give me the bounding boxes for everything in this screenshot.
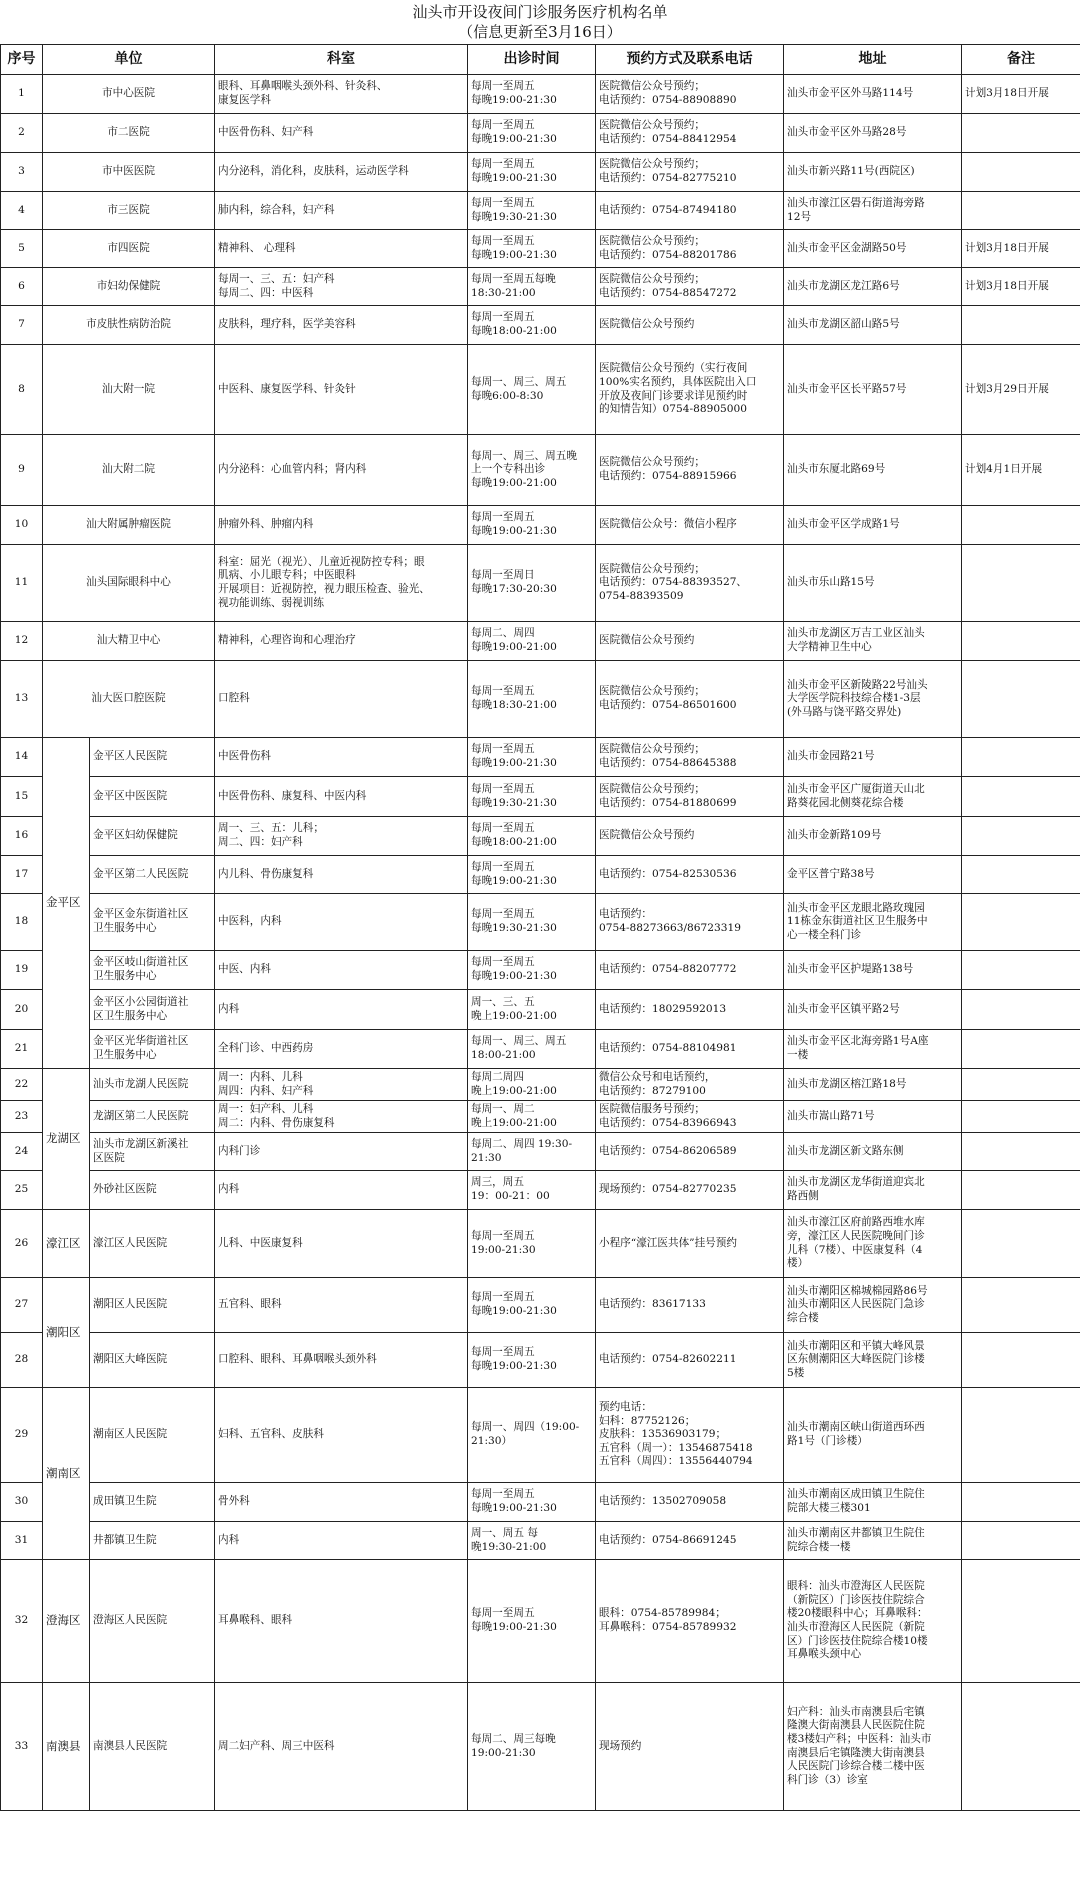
row-number: 12 (1, 622, 43, 661)
table-row (1, 1030, 1080, 1069)
address: 汕头市金平区广厦街道天山北 路葵花园北侧葵花综合楼 (784, 777, 962, 817)
address: 汕头市金平区长平路57号 (784, 345, 962, 435)
remark (962, 1683, 1080, 1811)
table-row (1, 1133, 1080, 1171)
row-number: 27 (1, 1278, 43, 1333)
row-number: 23 (1, 1101, 43, 1133)
table-row (1, 1388, 1080, 1483)
remark (962, 1333, 1080, 1388)
row-number: 14 (1, 738, 43, 777)
address: 汕头市东厦北路69号 (784, 435, 962, 506)
remark (962, 1069, 1080, 1101)
remark (962, 506, 1080, 545)
clinic-time: 周一、周五 每 晚19:30-21:00 (468, 1522, 596, 1560)
contact-info: 医院微信公众号预约； 电话预约：0754-88201786 (596, 230, 784, 268)
department: 内科 (215, 1522, 468, 1560)
unit-name: 市皮肤性病防治院 (43, 306, 215, 345)
row-number: 7 (1, 306, 43, 345)
clinic-table (0, 44, 1080, 1811)
row-number: 25 (1, 1171, 43, 1210)
table-row (1, 951, 1080, 990)
address: 汕头市金平区外马路28号 (784, 114, 962, 153)
unit-name: 汕大医口腔医院 (43, 661, 215, 738)
clinic-time: 每周一至周五 每晚19:30-21:30 (468, 192, 596, 230)
unit-name: 金平区小公园街道社 区卫生服务中心 (90, 990, 215, 1030)
row-number: 2 (1, 114, 43, 153)
unit-name: 汕大附二院 (43, 435, 215, 506)
address: 眼科：汕头市澄海区人民医院 （新院区）门诊医技住院综合 楼20楼眼科中心；耳鼻喉科： 汕头市澄海区人民医院（新院 区）门诊医技住院综合楼10楼 耳鼻喉头颈中心 (784, 1560, 962, 1683)
unit-name: 金平区金东街道社区 卫生服务中心 (90, 894, 215, 951)
unit-name: 市四医院 (43, 230, 215, 268)
unit-name: 汕大精卫中心 (43, 622, 215, 661)
remark (962, 306, 1080, 345)
remark (962, 1101, 1080, 1133)
clinic-time: 每周一至周五 每晚19:00-21:30 (468, 506, 596, 545)
table-row (1, 817, 1080, 856)
clinic-time: 每周一至周五 每晚18:00-21:00 (468, 817, 596, 856)
address: 汕头市濠江区府前路西堆水库 旁，濠江区人民医院晚间门诊 儿科（7楼）、中医康复科（4 楼） (784, 1210, 962, 1278)
clinic-time: 每周二、周三每晚 19:00-21:30 (468, 1683, 596, 1811)
header-unit: 单位 (43, 45, 215, 75)
clinic-time: 每周一至周五 每晚19:00-21:30 (468, 1560, 596, 1683)
department: 科室：屈光（视光）、儿童近视防控专科；眼 肌病、小儿眼专科；中医眼科 开展项目：近视防控，视力眼压检查、验光、 视功能训练、弱视训练 (215, 545, 468, 622)
department: 耳鼻喉科、眼科 (215, 1560, 468, 1683)
unit-name: 汕头国际眼科中心 (43, 545, 215, 622)
contact-info: 医院微信公众号预约； 电话预约：0754-88393527、 0754-88393509 (596, 545, 784, 622)
department: 中医骨伤科、妇产科 (215, 114, 468, 153)
row-number: 5 (1, 230, 43, 268)
clinic-time: 每周一至周五 每晚19:00-21:30 (468, 856, 596, 894)
unit-name: 成田镇卫生院 (90, 1483, 215, 1522)
page-title (0, 0, 1080, 44)
address: 汕头市金平区护堤路138号 (784, 951, 962, 990)
address: 汕头市潮阳区和平镇大峰风景 区东侧潮阳区大峰医院门诊楼 5楼 (784, 1333, 962, 1388)
table-row (1, 1069, 1080, 1101)
department: 内科门诊 (215, 1133, 468, 1171)
department: 内分泌科：心血管内科；肾内科 (215, 435, 468, 506)
clinic-time: 每周一至周五 每晚19:00-21:30 (468, 1333, 596, 1388)
unit-name: 潮阳区大峰医院 (90, 1333, 215, 1388)
row-number: 32 (1, 1560, 43, 1683)
table-row (1, 1210, 1080, 1278)
clinic-time: 每周一、周二 晚上19:00-21:00 (468, 1101, 596, 1133)
row-number: 19 (1, 951, 43, 990)
clinic-time: 每周一至周五每晚 18:30-21:00 (468, 268, 596, 306)
remark (962, 951, 1080, 990)
address: 汕头市龙湖区韶山路5号 (784, 306, 962, 345)
row-number: 22 (1, 1069, 43, 1101)
district-label: 濠江区 (43, 1210, 90, 1278)
remark: 计划3月18日开展 (962, 75, 1080, 114)
remark (962, 738, 1080, 777)
contact-info: 电话预约：0754-86691245 (596, 1522, 784, 1560)
table-row (1, 622, 1080, 661)
clinic-time: 周三，周五 19：00-21：00 (468, 1171, 596, 1210)
title-sub: （信息更新至3月16日） (458, 23, 622, 41)
department: 每周一、三、五：妇产科 每周二、四：中医科 (215, 268, 468, 306)
clinic-time: 每周一至周五 每晚19:00-21:30 (468, 230, 596, 268)
contact-info: 小程序“濠江医共体”挂号预约 (596, 1210, 784, 1278)
row-number: 4 (1, 192, 43, 230)
table-row (1, 1483, 1080, 1522)
contact-info: 医院微信公众号预约； 电话预约：0754-88908890 (596, 75, 784, 114)
remark (962, 622, 1080, 661)
clinic-time: 每周一至周五 每晚19:00-21:30 (468, 738, 596, 777)
contact-info: 现场预约：0754-82770235 (596, 1171, 784, 1210)
unit-name: 金平区中医医院 (90, 777, 215, 817)
row-number: 8 (1, 345, 43, 435)
remark (962, 192, 1080, 230)
contact-info: 微信公众号和电话预约， 电话预约：87279100 (596, 1069, 784, 1101)
address: 汕头市潮南区成田镇卫生院住 院部大楼三楼301 (784, 1483, 962, 1522)
district-label: 龙湖区 (43, 1069, 90, 1210)
header-no: 序号 (1, 45, 43, 75)
department: 儿科、中医康复科 (215, 1210, 468, 1278)
unit-name: 汕头市龙湖区新溪社 区医院 (90, 1133, 215, 1171)
district-label: 澄海区 (43, 1560, 90, 1683)
address: 汕头市金平区龙眼北路玫瑰园 11栋金东街道社区卫生服务中 心一楼全科门诊 (784, 894, 962, 951)
address: 汕头市潮南区峡山街道西环西 路1号（门诊楼） (784, 1388, 962, 1483)
department: 眼科、耳鼻咽喉头颈外科、针灸科、 康复医学科 (215, 75, 468, 114)
row-number: 28 (1, 1333, 43, 1388)
address: 金平区普宁路38号 (784, 856, 962, 894)
contact-info: 电话预约： 0754-88273663/86723319 (596, 894, 784, 951)
department: 周二妇产科、周三中医科 (215, 1683, 468, 1811)
row-number: 10 (1, 506, 43, 545)
table-row (1, 268, 1080, 306)
department: 中医科、康复医学科、针灸针 (215, 345, 468, 435)
table-header-row (1, 45, 1080, 75)
unit-name: 井都镇卫生院 (90, 1522, 215, 1560)
address: 汕头市金平区新陵路22号汕头 大学医学院科技综合楼1-3层 (外马路与饶平路交界处) (784, 661, 962, 738)
district-label: 潮阳区 (43, 1278, 90, 1388)
clinic-time: 每周一至周五 每晚19:00-21:30 (468, 951, 596, 990)
contact-info: 医院微信服务号预约； 电话预约：0754-83966943 (596, 1101, 784, 1133)
contact-info: 医院微信公众号预约 (596, 306, 784, 345)
header-contact: 预约方式及联系电话 (596, 45, 784, 75)
contact-info: 医院微信公众号预约 (596, 817, 784, 856)
unit-name: 市二医院 (43, 114, 215, 153)
header-address: 地址 (784, 45, 962, 75)
district-label: 金平区 (43, 738, 90, 1069)
clinic-time: 每周一至周五 每晚18:30-21:00 (468, 661, 596, 738)
unit-name: 金平区第二人民医院 (90, 856, 215, 894)
table-row (1, 114, 1080, 153)
address: 汕头市金平区北海旁路1号A座 一楼 (784, 1030, 962, 1069)
remark (962, 153, 1080, 192)
remark: 计划4月1日开展 (962, 435, 1080, 506)
contact-info: 电话预约：0754-82530536 (596, 856, 784, 894)
table-row (1, 738, 1080, 777)
row-number: 20 (1, 990, 43, 1030)
unit-name: 南澳县人民医院 (90, 1683, 215, 1811)
table-row (1, 306, 1080, 345)
clinic-time: 每周一至周五 每晚19:00-21:30 (468, 1278, 596, 1333)
table-row (1, 1101, 1080, 1133)
table-row (1, 777, 1080, 817)
department: 肺内科，综合科，妇产科 (215, 192, 468, 230)
remark (962, 817, 1080, 856)
contact-info: 电话预约：0754-82602211 (596, 1333, 784, 1388)
clinic-time: 每周一至周五 19:00-21:30 (468, 1210, 596, 1278)
district-label: 潮南区 (43, 1388, 90, 1560)
address: 汕头市嵩山路71号 (784, 1101, 962, 1133)
department: 精神科、 心理科 (215, 230, 468, 268)
row-number: 15 (1, 777, 43, 817)
remark (962, 1278, 1080, 1333)
contact-info: 医院微信公众号预约； 电话预约：0754-88412954 (596, 114, 784, 153)
row-number: 1 (1, 75, 43, 114)
address: 汕头市乐山路15号 (784, 545, 962, 622)
contact-info: 现场预约 (596, 1683, 784, 1811)
unit-name: 市妇幼保健院 (43, 268, 215, 306)
table-row (1, 1560, 1080, 1683)
department: 中医骨伤科、康复科、中医内科 (215, 777, 468, 817)
clinic-time: 每周一至周五 每晚19:30-21:30 (468, 777, 596, 817)
clinic-time: 每周二、周四 每晚19:00-21:00 (468, 622, 596, 661)
table-row (1, 435, 1080, 506)
unit-name: 汕大附属肿瘤医院 (43, 506, 215, 545)
department: 精神科，心理咨询和心理治疗 (215, 622, 468, 661)
remark: 计划3月18日开展 (962, 230, 1080, 268)
clinic-time: 每周一、周三、周五 18:00-21:00 (468, 1030, 596, 1069)
header-note: 备注 (962, 45, 1080, 75)
department: 肿瘤外科、肿瘤内科 (215, 506, 468, 545)
table-row (1, 856, 1080, 894)
contact-info: 医院微信公众号预约； 电话预约：0754-82775210 (596, 153, 784, 192)
department: 中医骨伤科 (215, 738, 468, 777)
contact-info: 医院微信公众号预约； 电话预约：0754-88915966 (596, 435, 784, 506)
row-number: 13 (1, 661, 43, 738)
contact-info: 电话预约：0754-88207772 (596, 951, 784, 990)
clinic-time: 每周一、周三、周五晚 上一个专科出诊 每晚19:00-21:00 (468, 435, 596, 506)
department: 口腔科、眼科、耳鼻咽喉头颈外科 (215, 1333, 468, 1388)
clinic-time: 每周一至周五 每晚18:00-21:00 (468, 306, 596, 345)
clinic-time: 每周一至周五 每晚19:00-21:30 (468, 1483, 596, 1522)
contact-info: 眼科：0754-85789984； 耳鼻喉科：0754-85789932 (596, 1560, 784, 1683)
department: 周一、三、五：儿科； 周二、四：妇产科 (215, 817, 468, 856)
department: 内科 (215, 1171, 468, 1210)
department: 五官科、眼科 (215, 1278, 468, 1333)
remark: 计划3月29日开展 (962, 345, 1080, 435)
contact-info: 医院微信公众号预约 (596, 622, 784, 661)
address: 汕头市金平区镇平路2号 (784, 990, 962, 1030)
contact-info: 医院微信公众号预约； 电话预约：0754-88645388 (596, 738, 784, 777)
address: 汕头市潮阳区棉城棉园路86号 汕头市潮阳区人民医院门急诊 综合楼 (784, 1278, 962, 1333)
address: 妇产科：汕头市南澳县后宅镇 隆澳大街南澳县人民医院住院 楼3楼妇产科；中医科：汕头市 南澳县后宅镇隆澳大街南澳县 人民医院门诊综合楼二楼中医 科门诊（3）诊室 (784, 1683, 962, 1811)
table-row (1, 1683, 1080, 1811)
clinic-time: 每周一至周五 每晚19:00-21:30 (468, 153, 596, 192)
table-row (1, 506, 1080, 545)
row-number: 26 (1, 1210, 43, 1278)
table-row (1, 545, 1080, 622)
table-row (1, 1171, 1080, 1210)
address: 汕头市龙湖区龙江路6号 (784, 268, 962, 306)
unit-name: 市三医院 (43, 192, 215, 230)
department: 皮肤科，理疗科，医学美容科 (215, 306, 468, 345)
address: 汕头市金新路109号 (784, 817, 962, 856)
table-row (1, 1522, 1080, 1560)
header-dept: 科室 (215, 45, 468, 75)
table-row (1, 192, 1080, 230)
department: 骨外科 (215, 1483, 468, 1522)
unit-name: 潮阳区人民医院 (90, 1278, 215, 1333)
contact-info: 医院微信公众号：微信小程序 (596, 506, 784, 545)
header-time: 出诊时间 (468, 45, 596, 75)
department: 妇科、五官科、皮肤科 (215, 1388, 468, 1483)
department: 内分泌科，消化科，皮肤科，运动医学科 (215, 153, 468, 192)
unit-name: 金平区光华街道社区 卫生服务中心 (90, 1030, 215, 1069)
department: 周一：内科、儿科 周四：内科、妇产科 (215, 1069, 468, 1101)
table-row (1, 75, 1080, 114)
row-number: 16 (1, 817, 43, 856)
clinic-time: 每周一至周五 每晚19:00-21:30 (468, 75, 596, 114)
remark (962, 1560, 1080, 1683)
clinic-time: 周一、三、五 晚上19:00-21:00 (468, 990, 596, 1030)
remark (962, 545, 1080, 622)
row-number: 11 (1, 545, 43, 622)
remark (962, 1210, 1080, 1278)
contact-info: 电话预约：18029592013 (596, 990, 784, 1030)
row-number: 18 (1, 894, 43, 951)
row-number: 31 (1, 1522, 43, 1560)
address: 汕头市金园路21号 (784, 738, 962, 777)
clinic-time: 每周一至周五 每晚19:00-21:30 (468, 114, 596, 153)
department: 中医、内科 (215, 951, 468, 990)
unit-name: 龙湖区第二人民医院 (90, 1101, 215, 1133)
contact-info: 电话预约：13502709058 (596, 1483, 784, 1522)
unit-name: 金平区人民医院 (90, 738, 215, 777)
row-number: 24 (1, 1133, 43, 1171)
address: 汕头市濠江区礐石街道海旁路 12号 (784, 192, 962, 230)
table-row (1, 345, 1080, 435)
remark (962, 1133, 1080, 1171)
address: 汕头市金平区金湖路50号 (784, 230, 962, 268)
clinic-time: 每周二、周四 19:30- 21:30 (468, 1133, 596, 1171)
table-row (1, 153, 1080, 192)
address: 汕头市龙湖区龙华街道迎宾北 路西侧 (784, 1171, 962, 1210)
department: 内科 (215, 990, 468, 1030)
remark (962, 990, 1080, 1030)
contact-info: 医院微信公众号预约； 电话预约：0754-81880699 (596, 777, 784, 817)
address: 汕头市龙湖区万吉工业区汕头 大学精神卫生中心 (784, 622, 962, 661)
remark (962, 661, 1080, 738)
unit-name: 澄海区人民医院 (90, 1560, 215, 1683)
address: 汕头市金平区学成路1号 (784, 506, 962, 545)
title-main: 汕头市开设夜间门诊服务医疗机构名单 (412, 3, 668, 21)
address: 汕头市潮南区井都镇卫生院住 院综合楼一楼 (784, 1522, 962, 1560)
clinic-time: 每周一至周日 每晚17:30-20:30 (468, 545, 596, 622)
contact-info: 医院微信公众号预约（实行夜间 100%实名预约，具体医院出入口 开放及夜间门诊要求详见预约时 的知情告知）0754-88905000 (596, 345, 784, 435)
contact-info: 预约电话： 妇科：87752126； 皮肤科：13536903179； 五官科（周一）：13546875418 五官科（周四）：13556440794 (596, 1388, 784, 1483)
row-number: 17 (1, 856, 43, 894)
unit-name: 外砂社区医院 (90, 1171, 215, 1210)
clinic-time: 每周一至周五 每晚19:30-21:30 (468, 894, 596, 951)
table-row (1, 1333, 1080, 1388)
row-number: 3 (1, 153, 43, 192)
unit-name: 市中心医院 (43, 75, 215, 114)
address: 汕头市新兴路11号(西院区) (784, 153, 962, 192)
clinic-time: 每周二周四 晚上19:00-21:00 (468, 1069, 596, 1101)
row-number: 29 (1, 1388, 43, 1483)
contact-info: 医院微信公众号预约； 电话预约：0754-88547272 (596, 268, 784, 306)
remark (962, 1388, 1080, 1483)
district-label: 南澳县 (43, 1683, 90, 1811)
table-row (1, 990, 1080, 1030)
unit-name: 汕大附一院 (43, 345, 215, 435)
contact-info: 电话预约：0754-88104981 (596, 1030, 784, 1069)
remark (962, 114, 1080, 153)
address: 汕头市金平区外马路114号 (784, 75, 962, 114)
remark (962, 1522, 1080, 1560)
table-row (1, 894, 1080, 951)
remark (962, 1483, 1080, 1522)
row-number: 6 (1, 268, 43, 306)
table-row (1, 1278, 1080, 1333)
row-number: 9 (1, 435, 43, 506)
contact-info: 医院微信公众号预约； 电话预约：0754-86501600 (596, 661, 784, 738)
table-row (1, 230, 1080, 268)
table-row (1, 661, 1080, 738)
remark (962, 1171, 1080, 1210)
address: 汕头市龙湖区新文路东侧 (784, 1133, 962, 1171)
remark (962, 1030, 1080, 1069)
unit-name: 汕头市龙湖人民医院 (90, 1069, 215, 1101)
department: 周一：妇产科、儿科 周二：内科、骨伤康复科 (215, 1101, 468, 1133)
unit-name: 濠江区人民医院 (90, 1210, 215, 1278)
department: 口腔科 (215, 661, 468, 738)
department: 中医科，内科 (215, 894, 468, 951)
contact-info: 电话预约：0754-86206589 (596, 1133, 784, 1171)
clinic-time: 每周一、周三、周五 每晚6:00-8:30 (468, 345, 596, 435)
unit-name: 市中医医院 (43, 153, 215, 192)
unit-name: 金平区妇幼保健院 (90, 817, 215, 856)
unit-name: 金平区岐山街道社区 卫生服务中心 (90, 951, 215, 990)
remark (962, 856, 1080, 894)
clinic-time: 每周一、周四（19:00- 21:30） (468, 1388, 596, 1483)
address: 汕头市龙湖区榕江路18号 (784, 1069, 962, 1101)
row-number: 30 (1, 1483, 43, 1522)
remark (962, 894, 1080, 951)
contact-info: 电话预约：0754-87494180 (596, 192, 784, 230)
remark: 计划3月18日开展 (962, 268, 1080, 306)
department: 内儿科、骨伤康复科 (215, 856, 468, 894)
remark (962, 777, 1080, 817)
unit-name: 潮南区人民医院 (90, 1388, 215, 1483)
department: 全科门诊、中西药房 (215, 1030, 468, 1069)
contact-info: 电话预约：83617133 (596, 1278, 784, 1333)
row-number: 21 (1, 1030, 43, 1069)
row-number: 33 (1, 1683, 43, 1811)
